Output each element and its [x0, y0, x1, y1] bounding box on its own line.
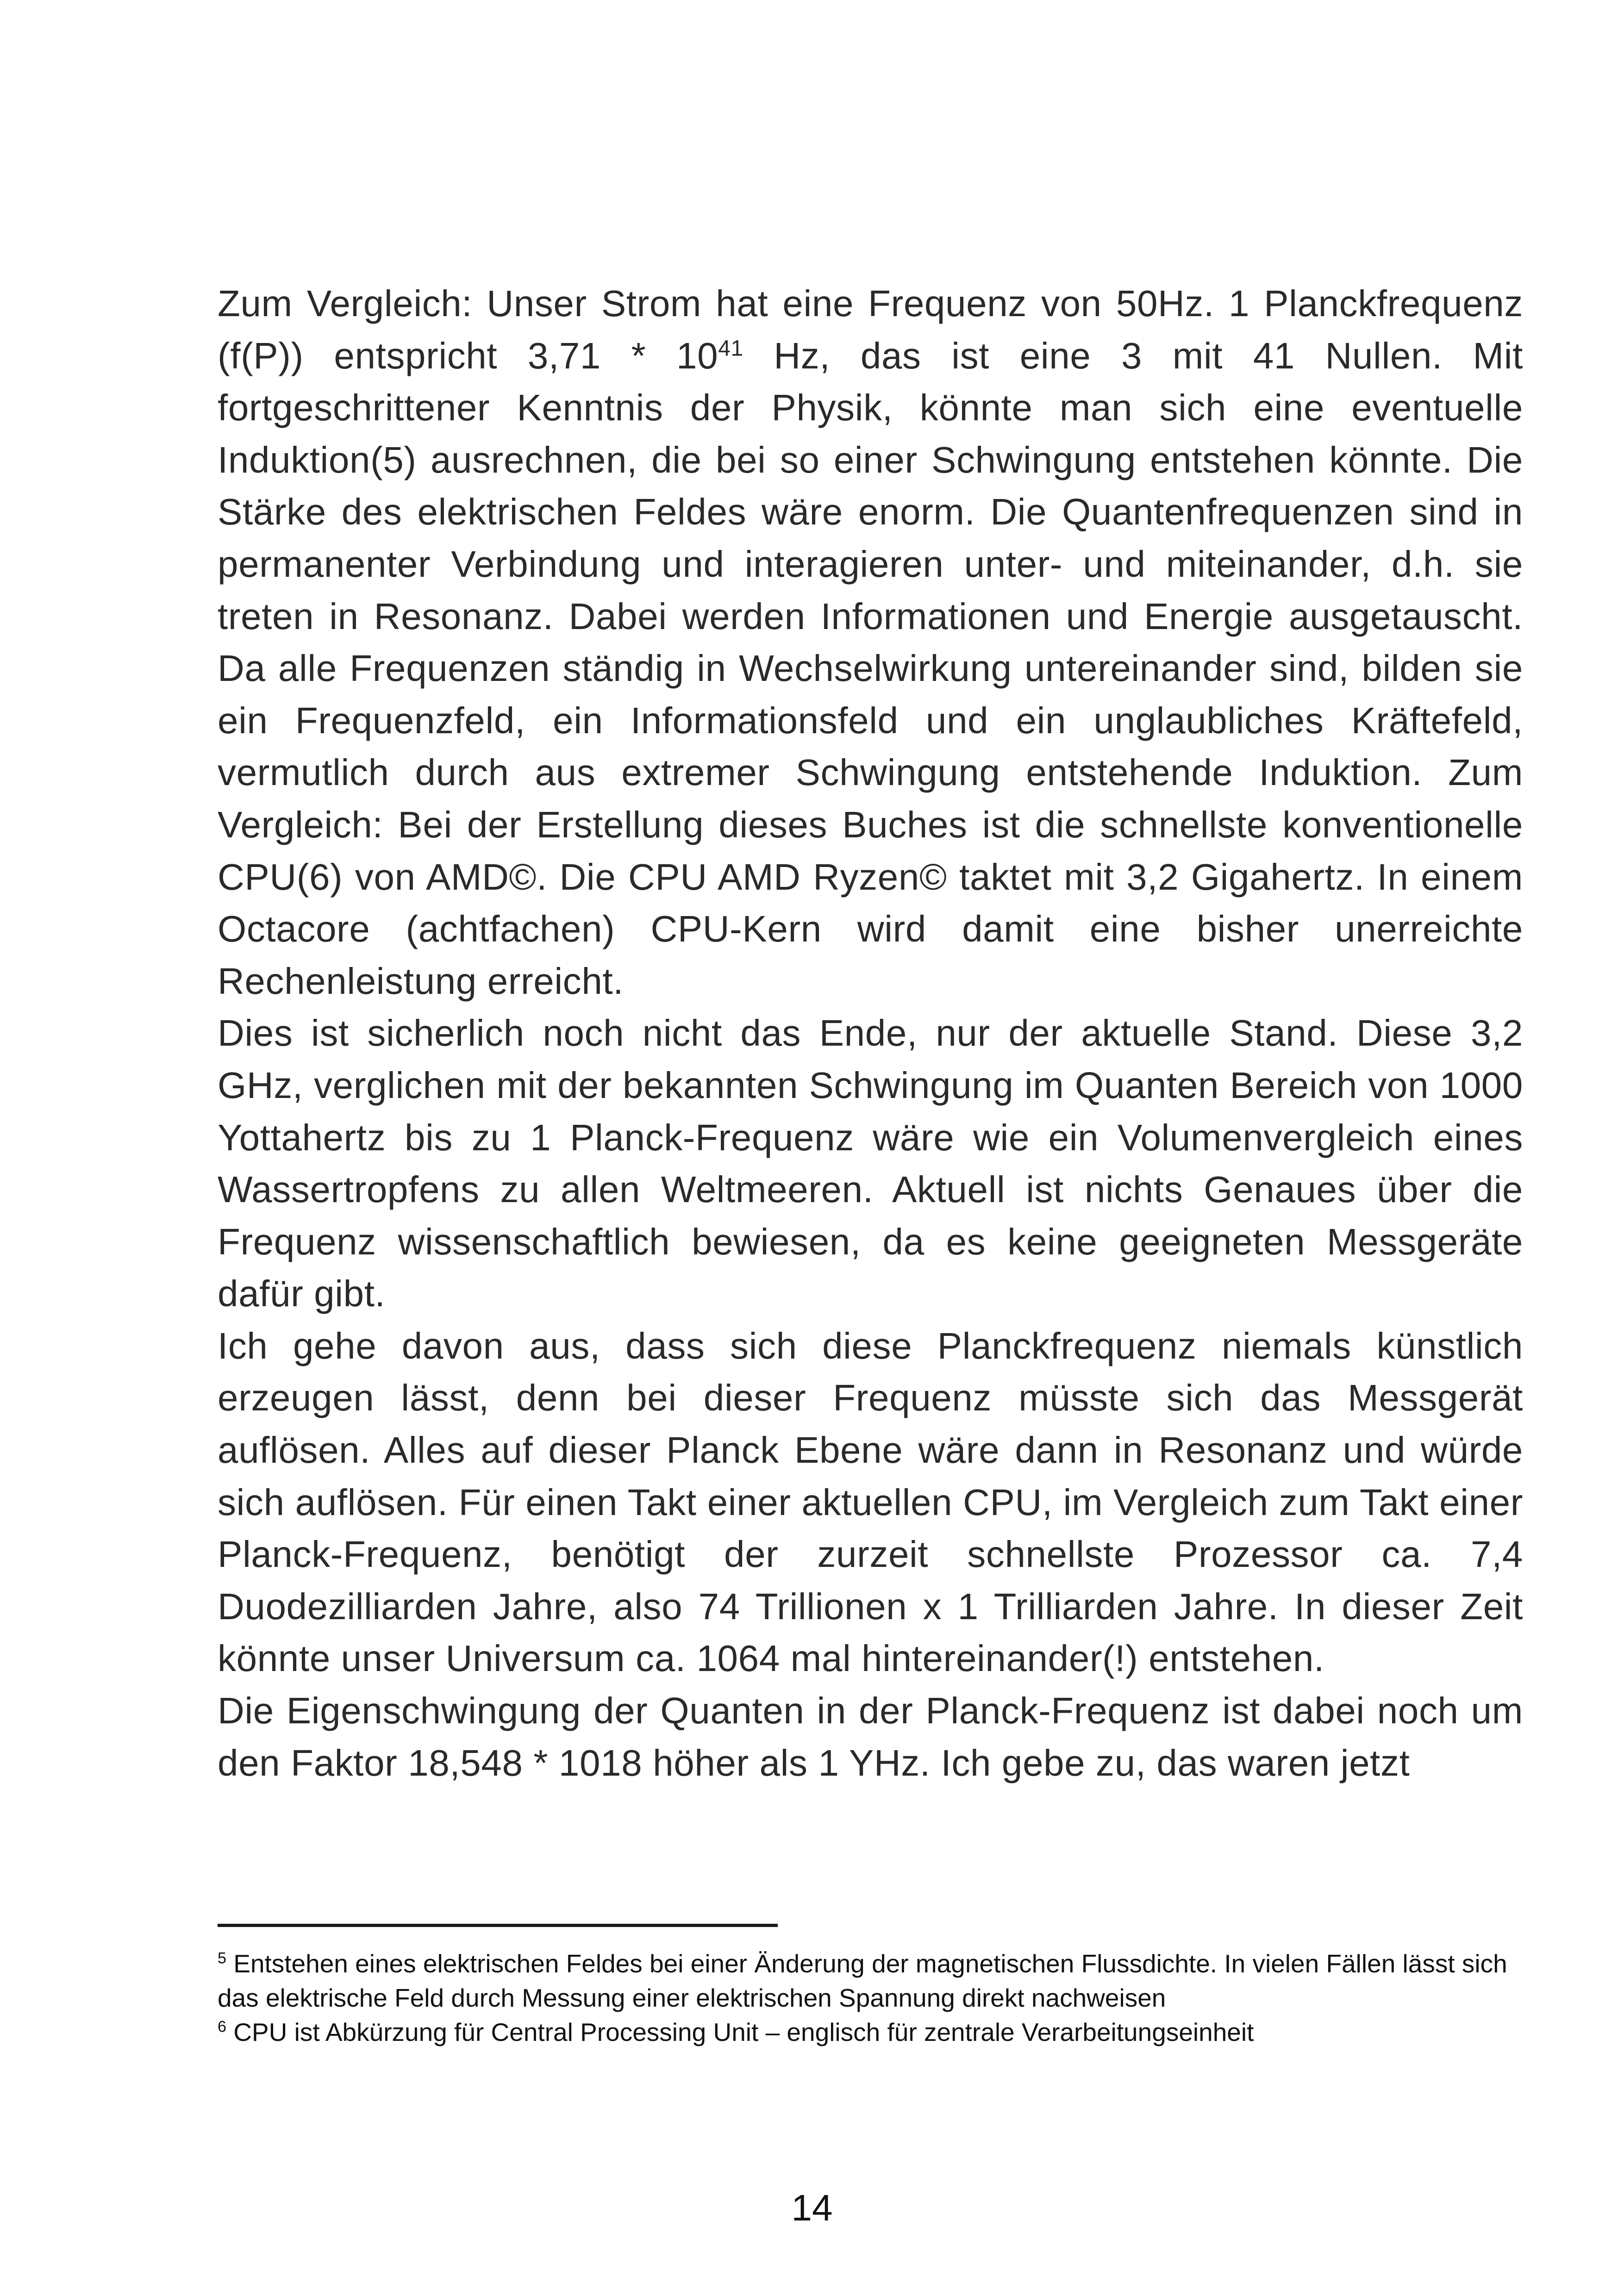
paragraph-1 [218, 278, 1523, 1007]
footnote-divider [218, 1924, 778, 1927]
footnotes [218, 1946, 1542, 2049]
paragraph-1-text-end: Hz, das ist eine 3 mit 41 Nullen. Mit fortgeschrittener Kenntnis der Physik, könnte man sich eine eventuelle Induktion(5) ausrechnen, die bei so einer Schwingung entstehen könnte. Die Stärke des elektrischen Feldes wäre enorm. Die Quantenfrequenzen sind in permanenter Verbindung und interagieren unter- und miteinander, d.h. sie treten in Resonanz. Dabei werden Informationen und Energie ausgetauscht. Da alle Frequenzen ständig in Wechselwirkung untereinander sind, bilden sie ein Frequenzfeld, ein Informationsfeld und ein unglaubliches Kräftefeld, vermutlich durch aus extremer Schwingung entstehende Induktion. Zum Vergleich: Bei der Erstellung dieses Buches ist die schnellste konventionelle CPU(6) von AMD©. Die CPU AMD Ryzen© taktet mit 3,2 Gigahertz. In einem Octacore (achtfachen) CPU-Kern wird damit eine bisher unerreichte Rechenleistung erreicht. [218, 335, 1523, 1002]
paragraph-2: Dies ist sicherlich noch nicht das Ende, nur der aktuelle Stand. Diese 3,2 GHz, verglichen mit der bekannten Schwingung im Quanten Bereich von 1000 Yottahertz bis zu 1 Planck-Frequenz wäre wie ein Volumenvergleich eines Wassertropfens zu allen Weltmeeren. Aktuell ist nichts Genaues über die Frequenz wissenschaftlich bewiesen, da es keine geeigneten Messgeräte dafür gibt. [218, 1012, 1523, 1315]
paragraph-4: Die Eigenschwingung der Quanten in der Planck-Frequenz ist dabei noch um den Faktor 18,548 * 1018 höher als 1 YHz. Ich gebe zu, das waren jetzt [218, 1690, 1523, 1784]
footnote-5-text: Entstehen eines elektrischen Feldes bei einer Änderung der magnetischen Flussdichte. In vielen Fällen lässt sich das elektrische Feld durch Messung einer elektrischen Spannung direkt nachweisen [218, 1949, 1507, 2012]
footnote-6-marker: 6 [218, 2018, 226, 2036]
paragraph-3: Ich gehe davon aus, dass sich diese Planckfrequenz niemals künstlich erzeugen lässt, denn bei dieser Frequenz müsste sich das Messgerät auflösen. Alles auf dieser Planck Ebene wäre dann in Resonanz und würde sich auflösen. Für einen Takt einer aktuellen CPU, im Vergleich zum Takt einer Planck-Frequenz, benötigt der zurzeit schnellste Prozessor ca. 7,4 Duodezilliarden Jahre, also 74 Trillionen x 1 Trilliarden Jahre. In dieser Zeit könnte unser Universum ca. 1064 mal hintereinander(!) entstehen. [218, 1325, 1523, 1679]
footnote-6-text: CPU ist Abkürzung für Central Processing Unit – englisch für zentrale Verarbeitungseinheit [226, 2018, 1254, 2046]
paragraph-1-text-start: Zum Vergleich: Unser Strom hat eine Frequenz von 50Hz. 1 Planckfrequenz (f(P)) entspricht 3,71 * 10 [218, 283, 1523, 376]
footnote-5-marker: 5 [218, 1949, 226, 1967]
page-number: 14 [791, 2187, 833, 2228]
body-text [218, 278, 1523, 1789]
footnote-5 [218, 1946, 1542, 2015]
footnote-6 [218, 2015, 1542, 2049]
superscript-exponent: 41 [718, 336, 743, 361]
